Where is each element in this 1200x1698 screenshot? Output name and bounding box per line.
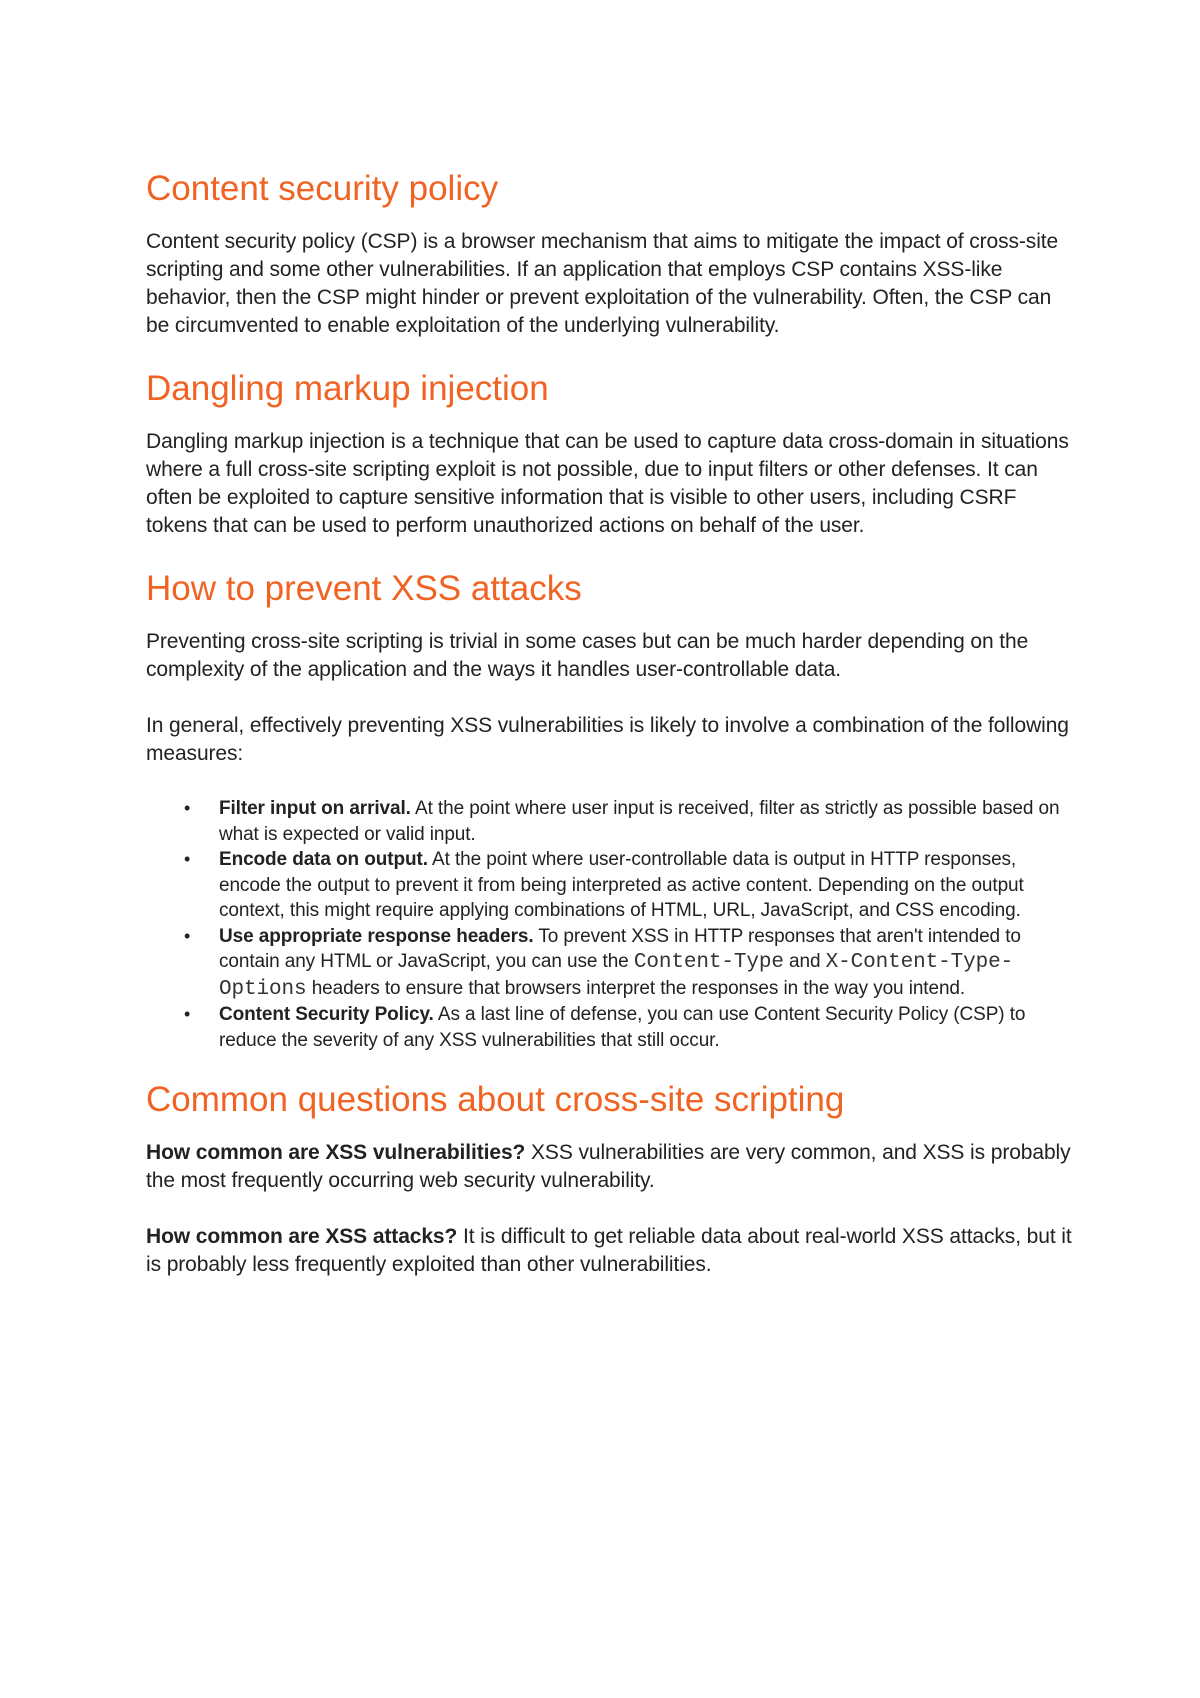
bullet-icon: • xyxy=(184,798,191,818)
section-prevent-xss xyxy=(146,568,1076,1053)
qa-item xyxy=(146,1139,1076,1195)
measures-list xyxy=(146,796,1076,1053)
qa-item xyxy=(146,1223,1076,1279)
bullet-icon: • xyxy=(184,1004,191,1024)
paragraph: Dangling markup injection is a technique that can be used to capture data cross-domain in situations where a full cross-site scripting exploit is not possible, due to input filters or other defenses. It can often be exploited to capture sensitive information that is visible to other users, including CSRF tokens that can be used to perform unauthorized actions on behalf of the user. xyxy=(146,430,1069,537)
measure-text: headers to ensure that browsers interpret the responses in the way you intend. xyxy=(306,977,966,999)
paragraph: In general, effectively preventing XSS vulnerabilities is likely to involve a combination of the following measures: xyxy=(146,714,1069,765)
measure-term: Encode data on output. xyxy=(219,849,428,870)
measure-text: To prevent XSS in HTTP responses that aren't intended to contain any HTML or JavaScript, you can use the xyxy=(219,925,1021,972)
bullet-icon: • xyxy=(184,925,191,946)
section-content-security-policy xyxy=(146,168,1076,340)
section-common-questions xyxy=(146,1079,1076,1279)
measure-text: At the point where user-controllable data is output in HTTP responses, encode the output to prevent it from being interpreted as active content. Depending on the output context, this might require applying combinations of HTML, URL, JavaScript, and CSS encoding. xyxy=(219,849,1024,921)
question: How common are XSS attacks? xyxy=(146,1225,458,1248)
section-heading: How to prevent XSS attacks xyxy=(146,569,582,608)
inline-code: X-Content-Type-Options xyxy=(219,951,1014,1001)
answer: XSS vulnerabilities are very common, and XSS is probably the most frequently occurring web security vulnerability. xyxy=(146,1141,1071,1192)
measure-term: Filter input on arrival. xyxy=(219,798,411,819)
section-dangling-markup-injection xyxy=(146,368,1076,540)
section-heading: Dangling markup injection xyxy=(146,369,549,408)
measure-text: and xyxy=(783,951,826,972)
document-page xyxy=(146,168,1076,1307)
inline-code: Content-Type xyxy=(633,951,784,974)
section-heading: Content security policy xyxy=(146,169,499,208)
section-heading: Common questions about cross-site scripting xyxy=(146,1080,845,1119)
measure-term: Use appropriate response headers. xyxy=(219,925,534,947)
measure-term: Content Security Policy. xyxy=(219,1004,434,1025)
list-item xyxy=(184,924,1076,1003)
bullet-icon: • xyxy=(184,849,191,869)
list-item xyxy=(184,1002,1076,1053)
paragraph: Content security policy (CSP) is a browser mechanism that aims to mitigate the impact of cross-site scripting and some other vulnerabilities. If an application that employs CSP contains XSS-like behavior, then the CSP might hinder or prevent exploitation of the vulnerability. Often, the CSP can be circumvented to enable exploitation of the underlying vulnerability. xyxy=(146,230,1059,337)
measure-text: As a last line of defense, you can use Content Security Policy (CSP) to reduce the severity of any XSS vulnerabilities that still occur. xyxy=(219,1004,1026,1051)
paragraph: Preventing cross-site scripting is trivial in some cases but can be much harder depending on the complexity of the application and the ways it handles user-controllable data. xyxy=(146,630,1029,681)
question: How common are XSS vulnerabilities? xyxy=(146,1141,526,1164)
answer: It is difficult to get reliable data about real-world XSS attacks, but it is probably less frequently exploited than other vulnerabilities. xyxy=(146,1225,1072,1276)
measure-text: At the point where user input is received, filter as strictly as possible based on what is expected or valid input. xyxy=(219,798,1060,845)
list-item xyxy=(184,847,1076,924)
list-item xyxy=(184,796,1076,847)
